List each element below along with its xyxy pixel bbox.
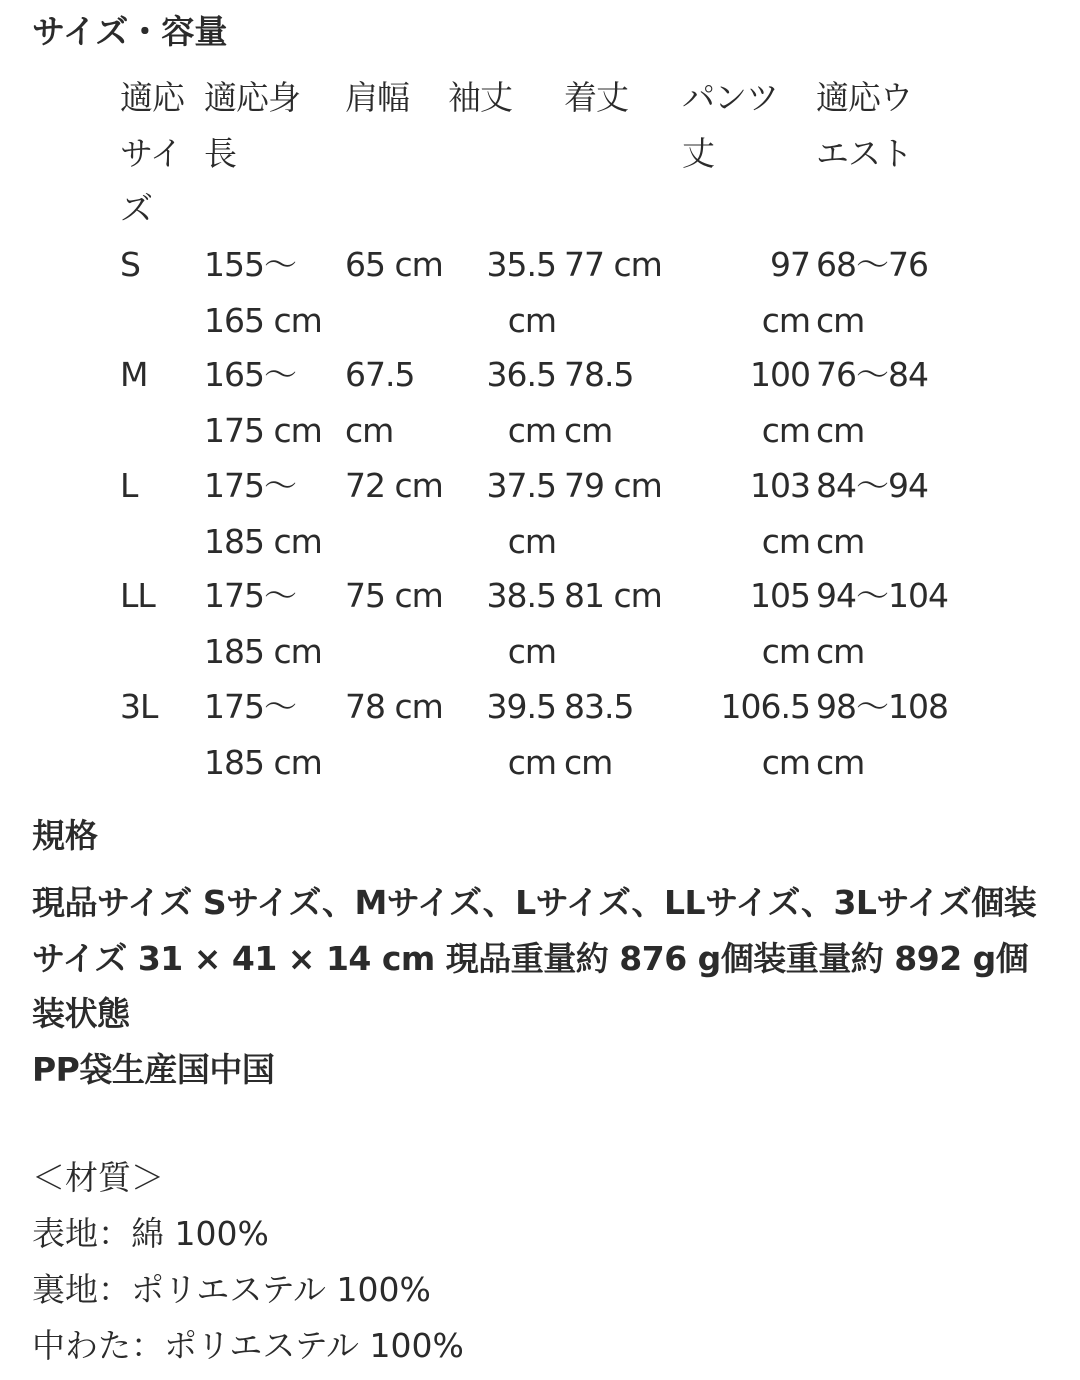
- table-cell-height: 165～ 175 cm: [204, 355, 322, 450]
- table-cell-length: 83.5 cm: [564, 687, 634, 782]
- table-header-waist: 適応ウ エスト: [816, 78, 912, 173]
- table-cell-shoulder: 78 cm: [345, 687, 443, 726]
- table-cell-waist: 68～76 cm: [816, 245, 928, 340]
- table-cell-length: 77 cm: [564, 245, 662, 284]
- table-cell-size: M: [120, 355, 148, 394]
- table-cell-shoulder: 65 cm: [345, 245, 443, 284]
- table-header-sleeve: 袖丈: [448, 78, 512, 117]
- table-cell-height: 175～ 185 cm: [204, 687, 322, 782]
- table-cell-length: 79 cm: [564, 466, 662, 505]
- table-cell-height: 175～ 185 cm: [204, 576, 322, 671]
- material-line-lining: 裏地：ポリエステル 100%: [32, 1270, 431, 1309]
- table-cell-waist: 84～94 cm: [816, 466, 928, 561]
- table-cell-waist: 98～108 cm: [816, 687, 948, 782]
- spec-section-title: 規格: [32, 816, 98, 855]
- table-cell-size: S: [120, 245, 140, 284]
- table-cell-shoulder: 67.5 cm: [345, 355, 415, 450]
- table-cell-shoulder: 72 cm: [345, 466, 443, 505]
- table-cell-height: 175～ 185 cm: [204, 466, 322, 561]
- table-cell-pants-length: 105 cm: [750, 576, 810, 671]
- table-cell-size: LL: [120, 576, 155, 615]
- table-cell-size: L: [120, 466, 138, 505]
- table-cell-pants-length: 97 cm: [761, 245, 810, 340]
- material-line-padding: 中わた：ポリエステル 100%: [32, 1326, 464, 1365]
- table-cell-length: 78.5 cm: [564, 355, 634, 450]
- table-cell-pants-length: 103 cm: [750, 466, 810, 561]
- table-header-size: 適応 サイ ズ: [120, 78, 184, 228]
- size-section-title: サイズ・容量: [32, 12, 228, 51]
- table-cell-shoulder: 75 cm: [345, 576, 443, 615]
- table-cell-pants-length: 100 cm: [750, 355, 810, 450]
- table-cell-length: 81 cm: [564, 576, 662, 615]
- table-cell-sleeve: 38.5 cm: [486, 576, 556, 671]
- table-cell-sleeve: 37.5 cm: [486, 466, 556, 561]
- table-cell-size: 3L: [120, 687, 158, 726]
- material-line-outer: 表地：綿 100%: [32, 1214, 269, 1253]
- table-header-length: 着丈: [564, 78, 628, 117]
- table-header-pants-length: パンツ 丈: [682, 78, 778, 173]
- table-header-shoulder: 肩幅: [345, 78, 409, 117]
- materials-block: [32, 1150, 1032, 1374]
- spec-body-text: 現品サイズ Sサイズ、Mサイズ、Lサイズ、LLサイズ、3Lサイズ個装サイズ 31 × 41 × 14 cm 現品重量約 876 g個装重量約 892 g個装状態 PP袋生産国中国: [32, 883, 1037, 1089]
- table-cell-sleeve: 39.5 cm: [486, 687, 556, 782]
- materials-heading: ＜材質＞: [32, 1158, 164, 1197]
- table-cell-pants-length: 106.5 cm: [720, 687, 810, 782]
- table-cell-sleeve: 35.5 cm: [486, 245, 556, 340]
- table-header-height: 適応身 長: [204, 78, 300, 173]
- table-cell-waist: 76～84 cm: [816, 355, 928, 450]
- table-cell-waist: 94～104 cm: [816, 576, 948, 671]
- table-cell-height: 155～ 165 cm: [204, 245, 322, 340]
- table-cell-sleeve: 36.5 cm: [486, 355, 556, 450]
